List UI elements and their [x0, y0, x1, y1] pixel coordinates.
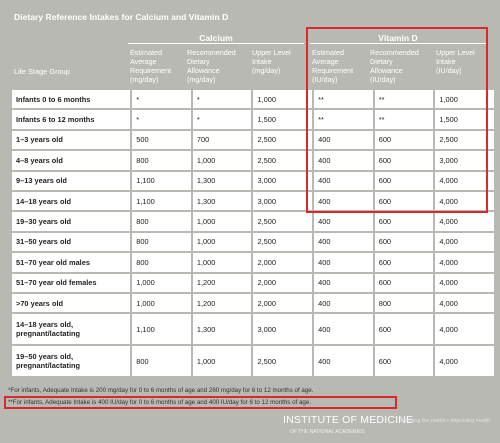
footnote-calcium: *For infants, Adequate Intake is 200 mg/day for 0 to 6 months of age and 260 mg/day for 6 to 12 months of age.	[8, 387, 314, 394]
vitamin-d-highlight-box	[306, 27, 488, 213]
value-cell: **	[375, 90, 434, 108]
value-cell: 800	[375, 294, 434, 312]
value-cell: 600	[375, 172, 434, 190]
calcium-group-rule	[128, 43, 304, 44]
value-cell: 400	[314, 253, 373, 271]
value-cell: 400	[314, 314, 373, 344]
value-cell: *	[193, 110, 252, 128]
life-stage-label: 14–18 years old, pregnant/lactating	[12, 314, 130, 344]
brand-tagline: Advising the nation • Improving health	[400, 418, 491, 424]
value-cell: 400	[314, 274, 373, 292]
value-cell: 1,200	[193, 274, 252, 292]
table-row	[12, 233, 494, 251]
value-cell: 4,000	[435, 172, 494, 190]
value-cell: 3,000	[435, 151, 494, 169]
footnote-highlight-box	[4, 396, 397, 409]
value-cell: 1,000	[132, 294, 191, 312]
value-cell: 400	[314, 172, 373, 190]
value-cell: 600	[375, 346, 434, 376]
value-cell: 4,000	[435, 294, 494, 312]
value-cell: 700	[193, 131, 252, 149]
value-cell: 1,000	[435, 90, 494, 108]
brand-bar	[0, 412, 500, 443]
life-stage-label: Infants 0 to 6 months	[12, 90, 130, 108]
value-cell: 500	[132, 131, 191, 149]
value-cell: 2,500	[253, 212, 312, 230]
value-cell: 4,000	[435, 314, 494, 344]
col-header-calcium-ear: Estimated Average Requirement (mg/day)	[130, 48, 172, 84]
table-row	[12, 212, 494, 230]
value-cell: 800	[132, 346, 191, 376]
value-cell: **	[314, 90, 373, 108]
value-cell: 4,000	[435, 233, 494, 251]
table-title: Dietary Reference Intakes for Calcium and Vitamin D	[14, 12, 229, 22]
value-cell: 1,200	[193, 294, 252, 312]
life-stage-label: 19–30 years old	[12, 212, 130, 230]
table-row	[12, 314, 494, 344]
value-cell: 1,000	[193, 212, 252, 230]
value-cell: 800	[132, 212, 191, 230]
value-cell: 2,500	[435, 131, 494, 149]
calcium-group-header: Calcium	[199, 33, 233, 43]
value-cell: 400	[314, 151, 373, 169]
value-cell: 800	[132, 233, 191, 251]
value-cell: *	[132, 90, 191, 108]
life-stage-label: 1–3 years old	[12, 131, 130, 149]
value-cell: 2,000	[253, 253, 312, 271]
brand-subtitle: OF THE NATIONAL ACADEMIES	[290, 429, 365, 435]
value-cell: 4,000	[435, 192, 494, 210]
life-stage-label: 31–50 years old	[12, 233, 130, 251]
value-cell: 4,000	[435, 346, 494, 376]
value-cell: 2,500	[253, 233, 312, 251]
value-cell: 1,000	[253, 90, 312, 108]
value-cell: 1,500	[435, 110, 494, 128]
value-cell: 600	[375, 151, 434, 169]
table-row	[12, 253, 494, 271]
value-cell: 3,000	[253, 314, 312, 344]
value-cell: 2,500	[253, 346, 312, 376]
value-cell: 400	[314, 212, 373, 230]
table-row	[12, 346, 494, 376]
value-cell: 400	[314, 192, 373, 210]
value-cell: 1,100	[132, 192, 191, 210]
value-cell: 600	[375, 314, 434, 344]
col-header-calcium-ul: Upper Level Intake (mg/day)	[252, 48, 291, 75]
footnote-vitamin-d: **For infants, Adequate Intake is 400 IU/day for 0 to 6 months of age and 400 IU/day for 6 to 12 months of age.	[8, 399, 312, 406]
value-cell: 3,000	[253, 192, 312, 210]
value-cell: 1,100	[132, 314, 191, 344]
value-cell: 3,000	[253, 172, 312, 190]
value-cell: 1,100	[132, 172, 191, 190]
value-cell: 4,000	[435, 253, 494, 271]
life-stage-label: 4–8 years old	[12, 151, 130, 169]
value-cell: 1,000	[193, 151, 252, 169]
life-stage-header: Life Stage Group	[14, 67, 70, 76]
value-cell: 400	[314, 131, 373, 149]
value-cell: 2,500	[253, 151, 312, 169]
value-cell: 1,000	[193, 346, 252, 376]
life-stage-label: 14–18 years old	[12, 192, 130, 210]
value-cell: **	[314, 110, 373, 128]
life-stage-label: Infants 6 to 12 months	[12, 110, 130, 128]
value-cell: **	[375, 110, 434, 128]
value-cell: 600	[375, 253, 434, 271]
value-cell: 2,500	[253, 131, 312, 149]
value-cell: 600	[375, 274, 434, 292]
life-stage-label: 51–70 year old females	[12, 274, 130, 292]
col-header-vitd-rda: Recommended Dietary Allowance (IU/day)	[370, 48, 419, 84]
value-cell: 2,000	[253, 274, 312, 292]
life-stage-label: 9–13 years old	[12, 172, 130, 190]
table-row	[12, 274, 494, 292]
value-cell: 600	[375, 233, 434, 251]
value-cell: 1,300	[193, 172, 252, 190]
value-cell: 1,300	[193, 314, 252, 344]
value-cell: 600	[375, 192, 434, 210]
col-header-vitd-ul: Upper Level Intake (IU/day)	[436, 48, 475, 75]
value-cell: 4,000	[435, 274, 494, 292]
value-cell: *	[193, 90, 252, 108]
value-cell: 600	[375, 131, 434, 149]
value-cell: 800	[132, 151, 191, 169]
value-cell: 400	[314, 346, 373, 376]
value-cell: 1,500	[253, 110, 312, 128]
value-cell: 400	[314, 233, 373, 251]
value-cell: 1,000	[132, 274, 191, 292]
value-cell: 1,300	[193, 192, 252, 210]
col-header-vitd-ear: Estimated Average Requirement (IU/day)	[312, 48, 354, 84]
life-stage-label: 51–70 year old males	[12, 253, 130, 271]
table-row	[12, 294, 494, 312]
life-stage-label: 19–50 years old, pregnant/lactating	[12, 346, 130, 376]
value-cell: 4,000	[435, 212, 494, 230]
value-cell: *	[132, 110, 191, 128]
value-cell: 2,000	[253, 294, 312, 312]
value-cell: 600	[375, 212, 434, 230]
value-cell: 1,000	[193, 233, 252, 251]
life-stage-label: >70 years old	[12, 294, 130, 312]
value-cell: 400	[314, 294, 373, 312]
value-cell: 1,000	[193, 253, 252, 271]
col-header-calcium-rda: Recommended Dietary Allowance (mg/day)	[187, 48, 236, 84]
value-cell: 800	[132, 253, 191, 271]
brand-name: INSTITUTE OF MEDICINE	[283, 414, 414, 426]
vitamin-d-group-header: Vitamin D	[378, 33, 418, 43]
